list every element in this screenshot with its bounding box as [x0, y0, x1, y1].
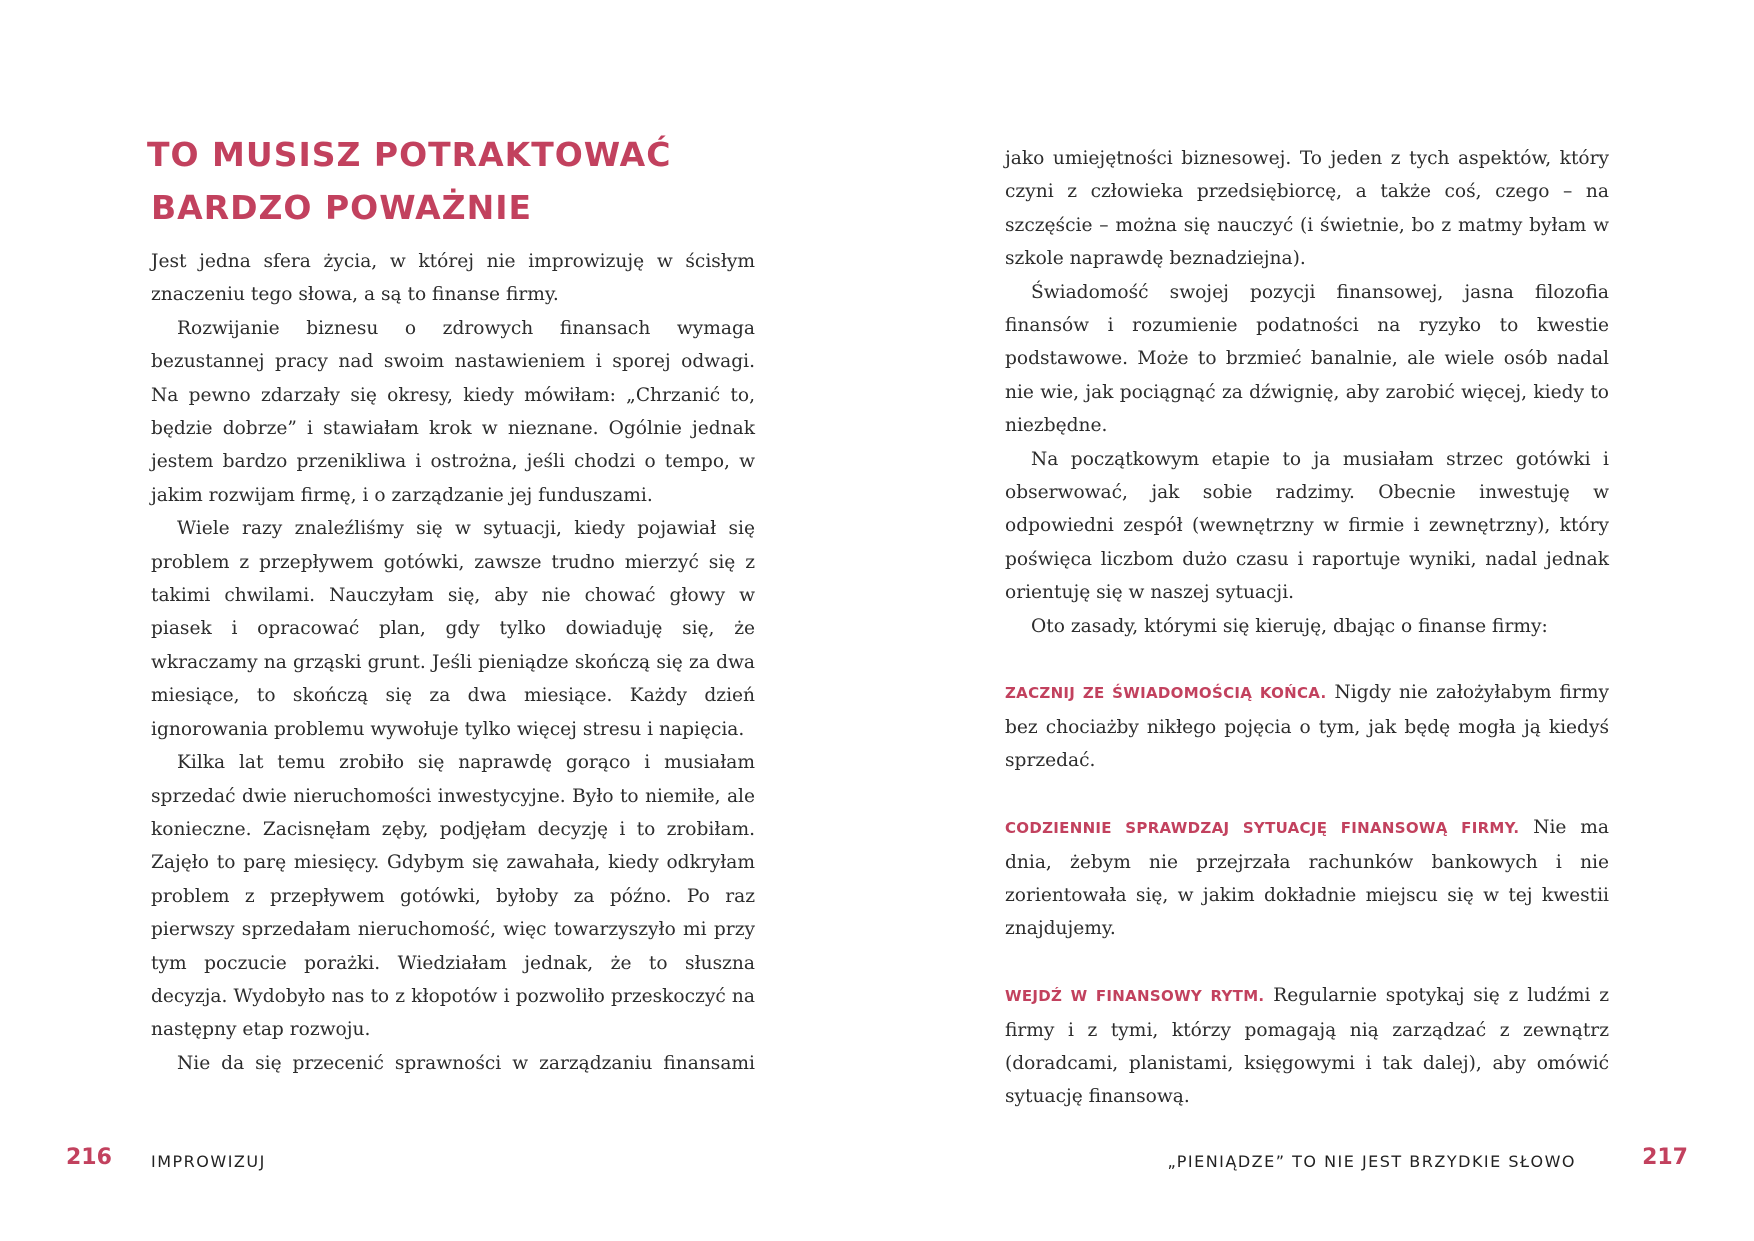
running-head-left: IMPROWIZUJ — [151, 1152, 266, 1171]
page-number-right: 217 — [1642, 1145, 1688, 1170]
paragraph: Świadomość swojej pozycji finansowej, jasna filozofia finansów i rozumienie podatności na ryzyko to kwestie podstawowe. Może to brzmieć banalnie, ale wiele osób nadal nie wie, jak pociągnąć za dźwignię, aby zarobić więcej, kiedy to niezbędne. — [1005, 281, 1609, 437]
rule-item — [1005, 811, 1609, 946]
rule-item — [1005, 676, 1609, 777]
paragraph: Oto zasady, którymi się kieruję, dbając o finanse firmy: — [1031, 615, 1548, 637]
page-number-left: 216 — [66, 1145, 112, 1170]
heading-line-2: BARDZO POWAŻNIE — [151, 188, 533, 227]
paragraph: Wiele razy znaleźliśmy się w sytuacji, kiedy pojawiał się problem z przepływem gotówki, zawsze trudno mierzyć się z takimi chwilami. Nauczyłam się, aby nie chować głowy w piasek i opracować plan, gdy tylko dowiaduję się, że wkraczamy na grząski grunt. Jeśli pieniądze skończą się za dwa miesiące, to skończą się za dwa miesiące. Każdy dzień ignorowania problemu wywołuje tylko więcej stresu i napięcia. — [151, 518, 755, 740]
rule-item — [1005, 979, 1609, 1114]
paragraph: jako umiejętności biznesowej. To jeden z tych aspektów, który czyni z człowieka przedsiębiorcę, a także coś, czego – na szczęście – można się nauczyć (i świetnie, bo z matmy byłam w szkole naprawdę beznadziejna). — [1005, 148, 1609, 270]
paragraph: Rozwijanie biznesu o zdrowych finansach wymaga bezustannej pracy nad swoim nastawieniem i sporej odwagi. Na pewno zdarzały się okresy, kiedy mówiłam: „Chrzanić to, będzie dobrze” i stawiałam krok w nieznane. Ogólnie jednak jestem bardzo przenikliwa i ostrożna, jeśli chodzi o tempo, w jakim rozwijam firmę, i o zarządzanie jej funduszami. — [151, 317, 755, 506]
paragraph: Na początkowym etapie to ja musiałam strzec gotówki i obserwować, jak sobie radzimy. Obecnie inwestuję w odpowiedni zespół (wewnętrzny w firmie i zewnętrzny), który poświęca liczbom dużo czasu i raportuje wyniki, nadal jednak orientuję się w naszej sytuacji. — [1005, 448, 1609, 604]
right-body-text — [1005, 142, 1609, 1114]
paragraph: Kilka lat temu zrobiło się naprawdę gorąco i musiałam sprzedać dwie nieruchomości inwestycyjne. Było to niemiłe, ale konieczne. Zacisnęłam zęby, podjęłam decyzję i to zrobiłam. Zajęło to parę miesięcy. Gdybym się zawahała, kiedy odkryłam problem z przepływem gotówki, byłoby za późno. Po raz pierwszy sprzedałam nieruchomość, więc towarzyszyło mi przy tym poczucie porażki. Wiedziałam jednak, że to słuszna decyzja. Wydobyło nas to z kłopotów i pozwoliło przeskoczyć na następny etap rozwoju. — [151, 752, 755, 1041]
rule-label: CODZIENNIE SPRAWDZAJ SYTUACJĘ FINANSOWĄ FIRMY. — [1005, 819, 1520, 838]
left-body-text — [151, 245, 755, 1080]
right-page — [877, 0, 1754, 1241]
heading-line-1: TO MUSISZ POTRAKTOWAĆ — [147, 135, 672, 174]
rule-label: WEJDŹ W FINANSOWY RYTM. — [1005, 987, 1265, 1006]
running-head-right: „PIENIĄDZE” TO NIE JEST BRZYDKIE SŁOWO — [1167, 1152, 1576, 1171]
rule-text: Nigdy nie założyłabym firmy bez chociażby nikłego pojęcia o tym, jak będę mogła ją kiedyś sprzedać. — [1005, 682, 1609, 772]
rule-text: Nie ma dnia, żebym nie przejrzała rachunków bankowych i nie zorientowała się, w jakim dokładnie miejscu się w tej kwestii znajdujemy. — [1005, 817, 1609, 940]
paragraph: Nie da się przecenić sprawności w zarządzaniu finansami — [177, 1052, 755, 1074]
paragraph: Jest jedna sfera życia, w której nie improwizuję w ścisłym znaczeniu tego słowa, a są to finanse firmy. — [151, 251, 755, 306]
rule-label: ZACZNIJ ZE ŚWIADOMOŚCIĄ KOŃCA. — [1005, 684, 1327, 703]
chapter-heading — [147, 128, 671, 234]
rule-text: Regularnie spotykaj się z ludźmi z firmy i z tymi, którzy pomagają nią zarządzać z zewnątrz (doradcami, planistami, księgowymi i tak dalej), aby omówić sytuację finansową. — [1005, 985, 1609, 1108]
